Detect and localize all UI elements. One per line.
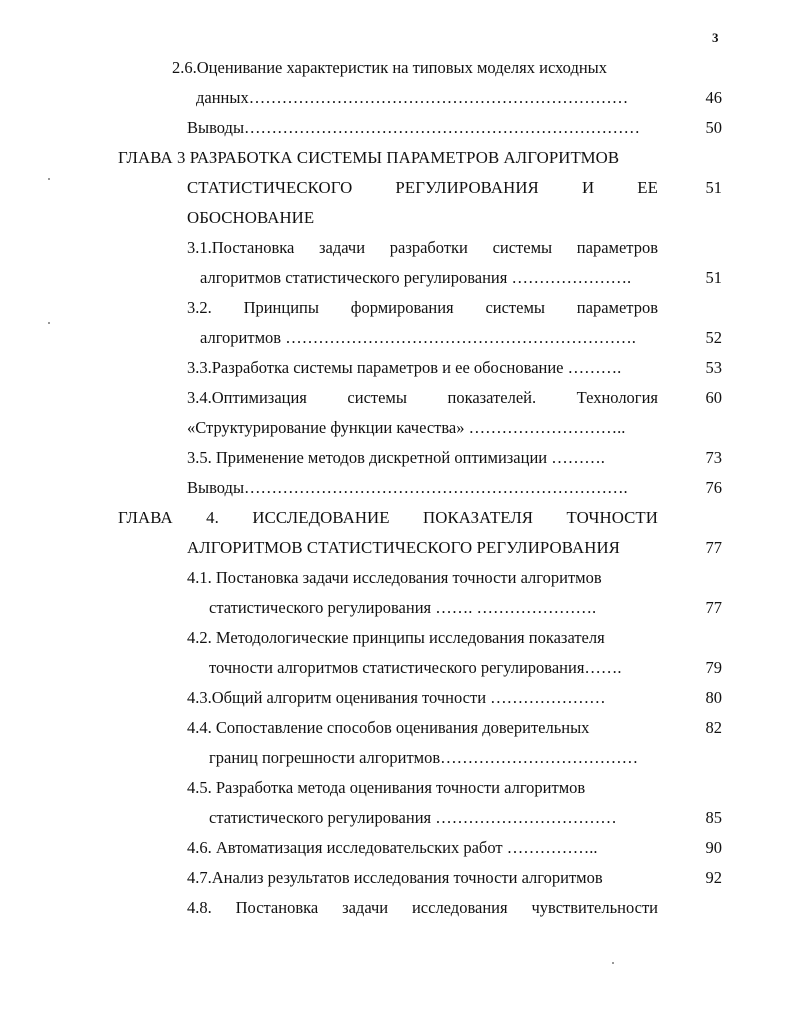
toc-entry-4-2-cont: точности алгоритмов статистического регулирования……. <box>209 658 622 677</box>
toc-entry-4-1-cont: статистического регулирования ……. …………………. <box>209 598 597 617</box>
toc-page-3-4: 60 <box>705 388 722 407</box>
scan-speck <box>48 178 50 180</box>
toc-entry-4-1: 4.1. Постановка задачи исследования точности алгоритмов <box>187 568 602 587</box>
toc-entry-4-8: 4.8. Постановка задачи исследования чувствительности <box>187 898 658 917</box>
toc-chapter-3-cont: СТАТИСТИЧЕСКОГО РЕГУЛИРОВАНИЯ И ЕЕ <box>187 178 658 197</box>
toc-page-4-1: 77 <box>705 598 722 617</box>
page-number: 3 <box>712 30 719 45</box>
toc-page-3-5: 73 <box>705 448 722 467</box>
toc-page-4-5: 85 <box>705 808 722 827</box>
toc-entry-2-6-cont: данных…………………………………………………………… <box>196 88 629 107</box>
toc-entry-conclusions-2: Выводы……………………………………………………………… <box>187 118 641 137</box>
toc-entry-2-6: 2.6.Оценивание характеристик на типовых моделях исходных <box>172 58 608 77</box>
toc-page-chapter-3: 51 <box>705 178 722 197</box>
toc-entry-4-4: 4.4. Сопоставление способов оценивания доверительных <box>187 718 590 737</box>
toc-page-4-3: 80 <box>705 688 722 707</box>
toc-chapter-4: ГЛАВА 4. ИССЛЕДОВАНИЕ ПОКАЗАТЕЛЯ ТОЧНОСТИ <box>118 508 658 527</box>
toc-entry-3-1-cont: алгоритмов статистического регулирования …………………. <box>200 268 632 287</box>
toc-entry-3-1: 3.1.Постановка задачи разработки системы параметров <box>187 238 658 257</box>
toc-page-3-1: 51 <box>705 268 722 287</box>
scan-speck <box>612 962 614 964</box>
toc-page-conclusions-3: 76 <box>705 478 722 497</box>
toc-page-3-3: 53 <box>705 358 722 377</box>
toc-entry-4-6: 4.6. Автоматизация исследовательских работ …………….. <box>187 838 598 857</box>
toc-entry-4-5: 4.5. Разработка метода оценивания точности алгоритмов <box>187 778 586 797</box>
toc-page-4-2: 79 <box>705 658 722 677</box>
toc-entry-3-2: 3.2. Принципы формирования системы параметров <box>187 298 658 317</box>
toc-page-3-2: 52 <box>705 328 722 347</box>
toc-entry-3-4: 3.4.Оптимизация системы показателей. Технология <box>187 388 658 407</box>
toc-entry-4-5-cont: статистического регулирования …………………………… <box>209 808 617 827</box>
toc-entry-conclusions-3: Выводы……………………………………………………………. <box>187 478 628 497</box>
toc-chapter-3-cont2: ОБОСНОВАНИЕ <box>187 208 315 227</box>
toc-entry-3-4-cont: «Структурирование функции качества» ……………………….. <box>187 418 626 437</box>
toc-page-4-6: 90 <box>705 838 722 857</box>
toc-page-4-7: 92 <box>705 868 722 887</box>
toc-entry-3-2-cont: алгоритмов ………………………………………………………. <box>200 328 636 347</box>
toc-page-2-6: 46 <box>705 88 722 107</box>
toc-chapter-3: ГЛАВА 3 РАЗРАБОТКА СИСТЕМЫ ПАРАМЕТРОВ АЛГОРИТМОВ <box>118 148 620 167</box>
toc-entry-3-5: 3.5. Применение методов дискретной оптимизации ………. <box>187 448 605 467</box>
toc-entry-4-4-cont: границ погрешности алгоритмов……………………………… <box>209 748 639 767</box>
toc-entry-4-3: 4.3.Общий алгоритм оценивания точности ………………… <box>187 688 606 707</box>
toc-chapter-4-cont: АЛГОРИТМОВ СТАТИСТИЧЕСКОГО РЕГУЛИРОВАНИЯ <box>187 538 620 557</box>
scan-speck <box>48 322 50 324</box>
toc-page-4-4: 82 <box>705 718 722 737</box>
toc-page-conclusions-2: 50 <box>705 118 722 137</box>
toc-entry-3-3: 3.3.Разработка системы параметров и ее обоснование ………. <box>187 358 622 377</box>
toc-entry-4-2: 4.2. Методологические принципы исследования показателя <box>187 628 605 647</box>
toc-page-chapter-4: 77 <box>705 538 722 557</box>
toc-entry-4-7: 4.7.Анализ результатов исследования точности алгоритмов <box>187 868 603 887</box>
